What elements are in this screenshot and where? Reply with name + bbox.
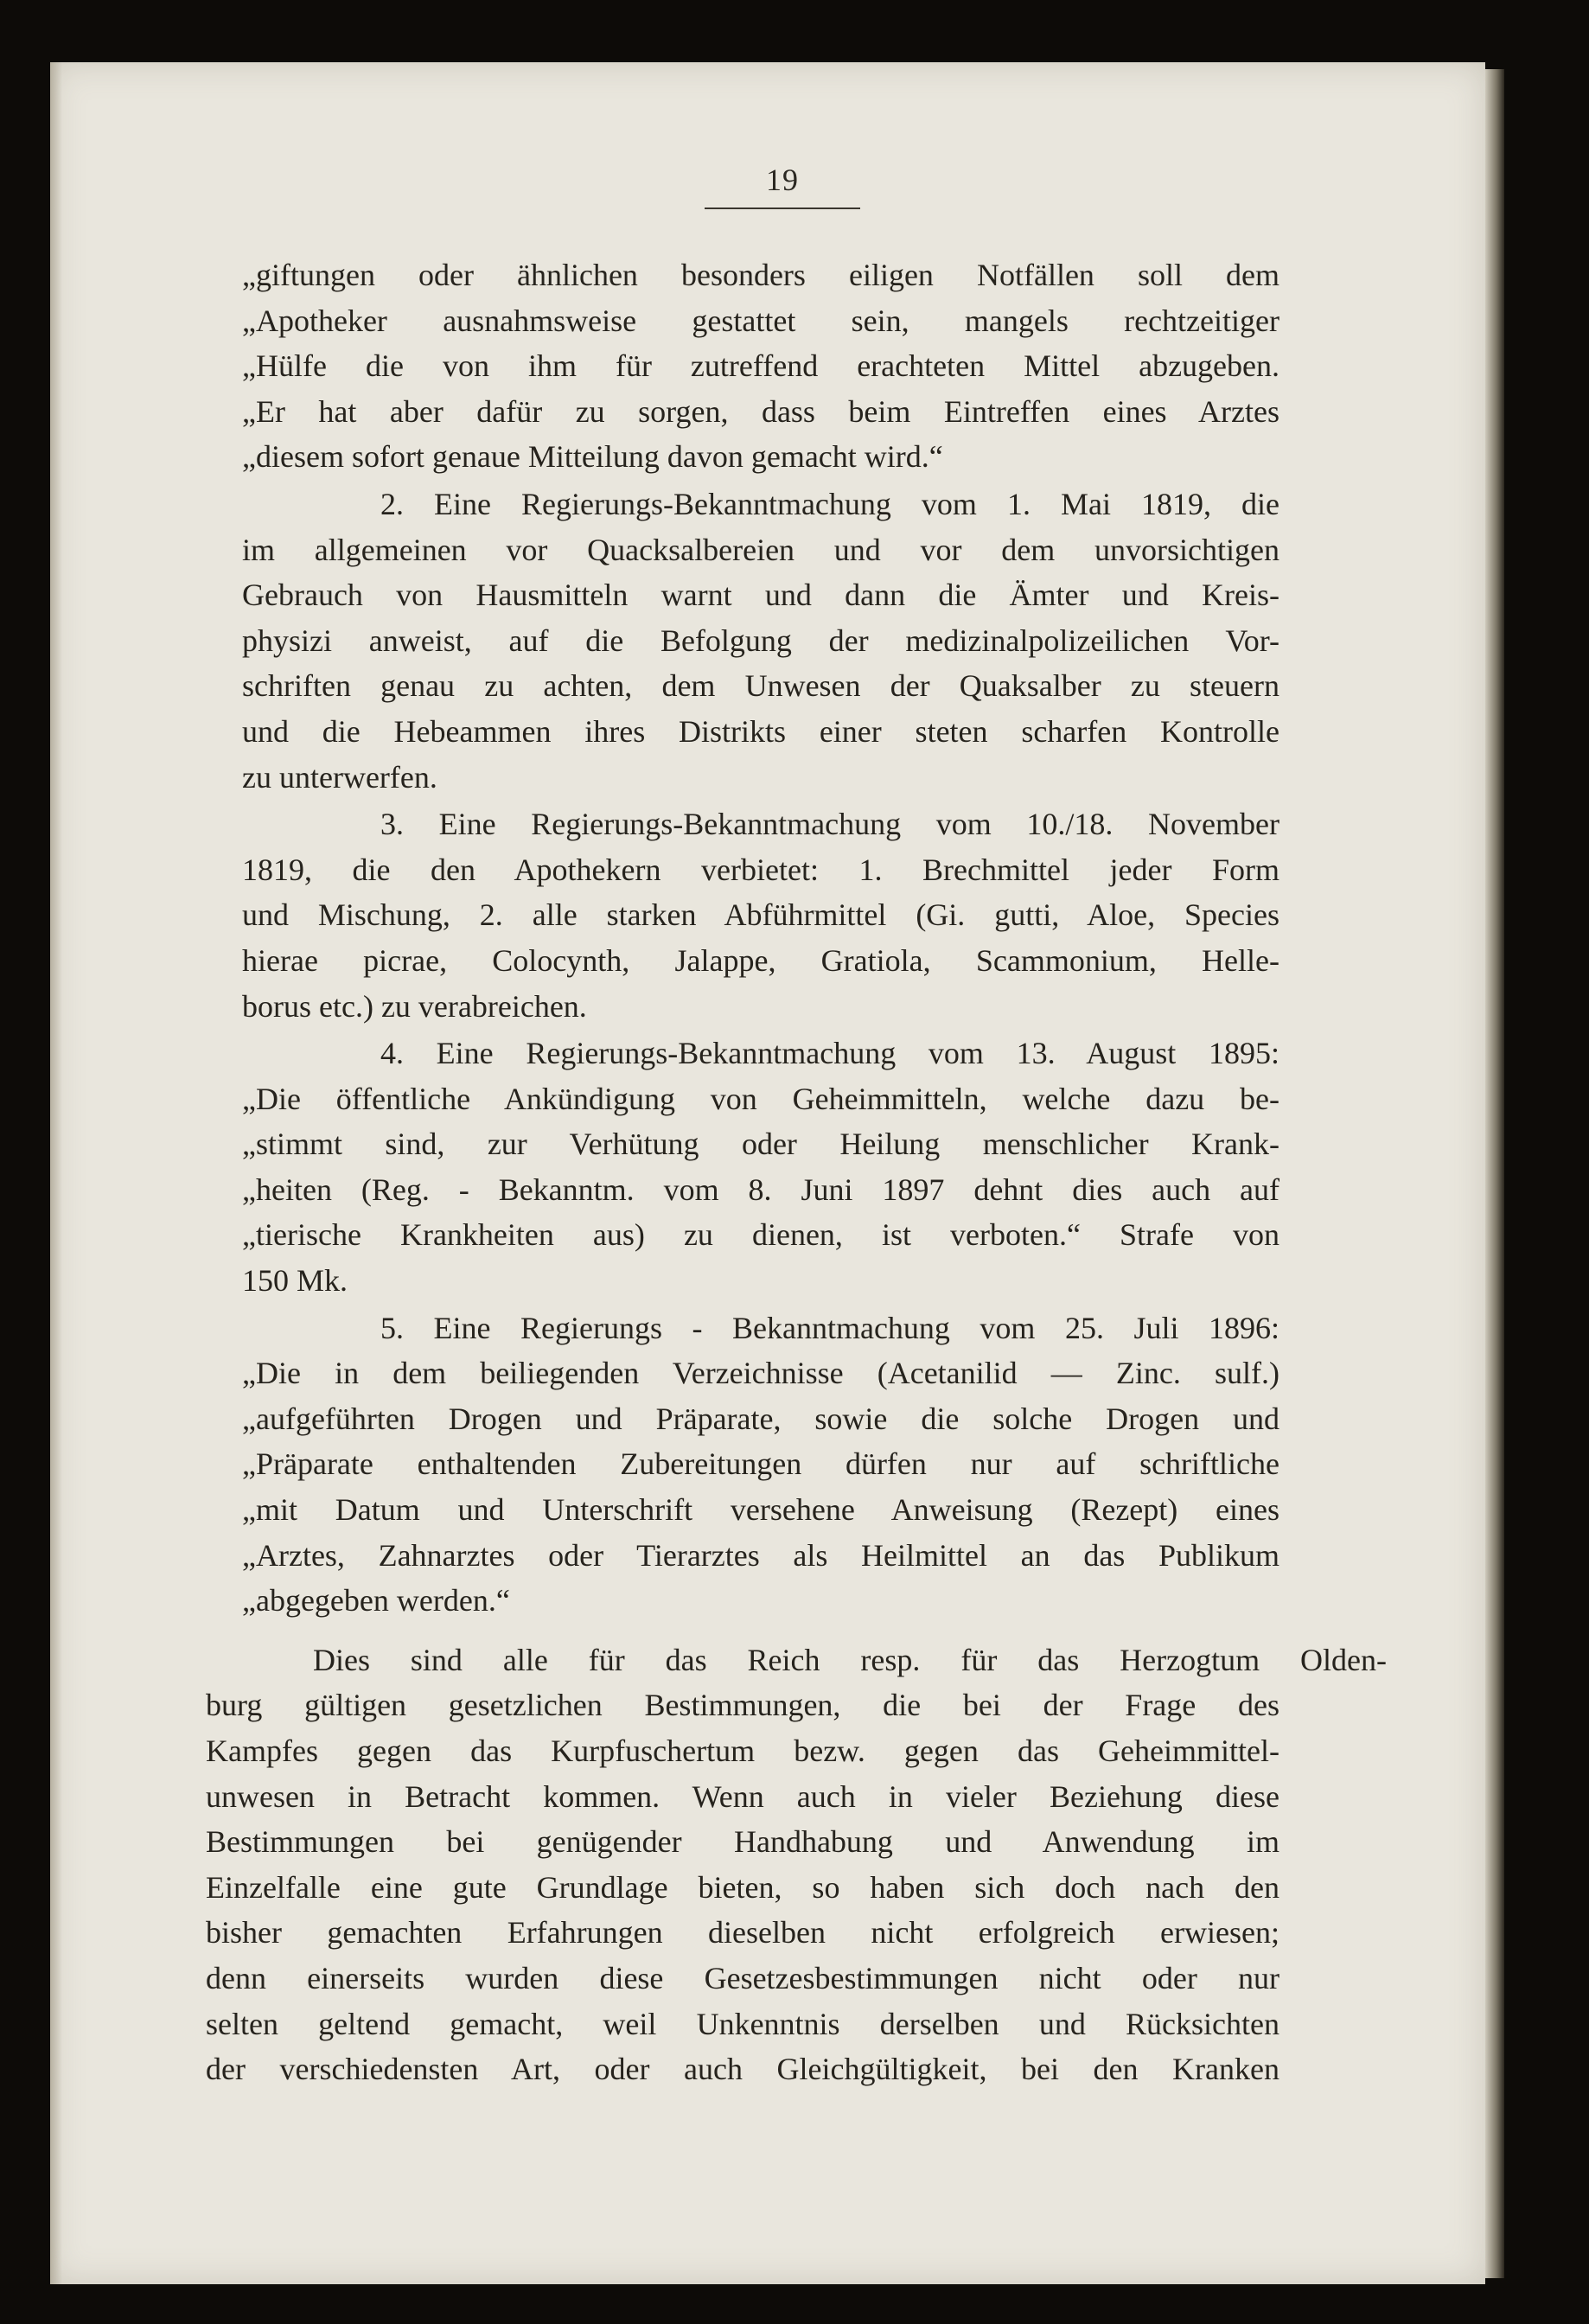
text-line: selten geltend gemacht, weil Unkenntnis derselben und Rücksichten xyxy=(206,2006,1279,2041)
text-line: „giftungen oder ähnlichen besonders eiligen Notfällen soll dem xyxy=(242,258,1279,292)
text-line: „Die öffentliche Ankündigung von Geheimmitteln, welche dazu be- xyxy=(242,1081,1279,1116)
text-line: zu unterwerfen. xyxy=(242,759,437,795)
item-4 xyxy=(242,1031,1279,1304)
body-text xyxy=(206,252,1387,2092)
text-line: und die Hebeammen ihres Distrikts einer steten scharfen Kontrolle xyxy=(242,713,1279,749)
text-line: Bestimmungen bei genügender Handhabung und Anwendung im xyxy=(206,1824,1279,1860)
text-line: borus etc.) zu verabreichen. xyxy=(242,988,587,1024)
binding-edge xyxy=(50,62,62,2284)
text-line: im allgemeinen vor Quacksalbereien und vor dem unvorsichtigen xyxy=(242,532,1279,567)
text-line: „Arztes, Zahnarztes oder Tierarztes als Heilmittel an das Publikum xyxy=(242,1537,1279,1573)
text-line: und Mischung, 2. alle starken Abführmittel (Gi. gutti, Aloe, Species xyxy=(242,897,1279,933)
text-line: „diesem sofort genaue Mitteilung davon gemacht wird.“ xyxy=(242,439,943,475)
text-line: „stimmt sind, zur Verhütung oder Heilung menschlicher Krank- xyxy=(242,1127,1279,1162)
text-line: 3. Eine Regierungs-Bekanntmachung vom 10./18. November xyxy=(380,807,1279,842)
closing-paragraph xyxy=(206,1638,1387,2092)
text-line: burg gültigen gesetzlichen Bestimmungen, die bei der Frage des xyxy=(206,1688,1279,1723)
text-line: der verschiedensten Art, oder auch Gleichgültigkeit, bei den Kranken xyxy=(206,2052,1279,2087)
text-line: bisher gemachten Erfahrungen dieselben nicht erfolgreich erwiesen; xyxy=(206,1915,1279,1950)
text-line: physizi anweist, auf die Befolgung der medizinalpolizeilichen Vor- xyxy=(242,622,1279,658)
page-edge-shadow xyxy=(1485,69,1504,2278)
text-line: 4. Eine Regierungs-Bekanntmachung vom 13. August 1895: xyxy=(380,1036,1279,1071)
text-line: 1819, die den Apothekern verbietet: 1. Brechmittel jeder Form xyxy=(242,852,1279,887)
text-line: unwesen in Betracht kommen. Wenn auch in vieler Beziehung diese xyxy=(206,1778,1279,1814)
quote-continuation xyxy=(242,252,1279,480)
text-line: denn einerseits wurden diese Gesetzesbestimmungen nicht oder nur xyxy=(206,1960,1279,1995)
page-header xyxy=(705,164,860,209)
text-line: Einzelfalle eine gute Grundlage bieten, so haben sich doch nach den xyxy=(206,1869,1279,1905)
text-line: 150 Mk. xyxy=(242,1263,348,1299)
text-line: „mit Datum und Unterschrift versehene Anweisung (Rezept) eines xyxy=(242,1492,1279,1528)
text-line: „Die in dem beiliegenden Verzeichnisse (Acetanilid — Zinc. sulf.) xyxy=(242,1356,1279,1391)
text-line: Kampfes gegen das Kurpfuschertum bezw. gegen das Geheimmittel- xyxy=(206,1733,1279,1768)
text-line: hierae picrae, Colocynth, Jalappe, Gratiola, Scammonium, Helle- xyxy=(242,942,1279,978)
paragraph-gap xyxy=(242,1624,1279,1638)
text-line: 2. Eine Regierungs-Bekanntmachung vom 1. Mai 1819, die xyxy=(380,486,1279,521)
text-line: „tierische Krankheiten aus) zu dienen, ist verboten.“ Strafe von xyxy=(242,1217,1279,1253)
text-line: „abgegeben werden.“ xyxy=(242,1583,510,1618)
item-2 xyxy=(242,482,1279,800)
page-number: 19 xyxy=(766,163,799,197)
text-line: schriften genau zu achten, dem Unwesen der Quaksalber zu steuern xyxy=(242,668,1279,704)
item-3 xyxy=(242,801,1279,1029)
text-line: „Präparate enthaltenden Zubereitungen dürfen nur auf schriftliche xyxy=(242,1446,1279,1482)
text-line: Gebrauch von Hausmitteln warnt und dann die Ämter und Kreis- xyxy=(242,578,1279,613)
text-line: 5. Eine Regierungs - Bekanntmachung vom 25. Juli 1896: xyxy=(380,1310,1279,1345)
item-5 xyxy=(242,1306,1279,1624)
text-line: „Apotheker ausnahmsweise gestattet sein, mangels rechtzeitiger xyxy=(242,303,1279,338)
text-line: „heiten (Reg. - Bekanntm. vom 8. Juni 1897 dehnt dies auch auf xyxy=(242,1172,1279,1207)
text-line: „aufgeführten Drogen und Präparate, sowie die solche Drogen und xyxy=(242,1401,1279,1436)
text-line: „Hülfe die von ihm für zutreffend erachteten Mittel abzugeben. xyxy=(242,348,1279,384)
text-line: Dies sind alle für das Reich resp. für das Herzogtum Olden- xyxy=(313,1642,1387,1677)
text-line: „Er hat aber dafür zu sorgen, dass beim Eintreffen eines Arztes xyxy=(242,393,1279,429)
header-rule xyxy=(705,208,860,209)
